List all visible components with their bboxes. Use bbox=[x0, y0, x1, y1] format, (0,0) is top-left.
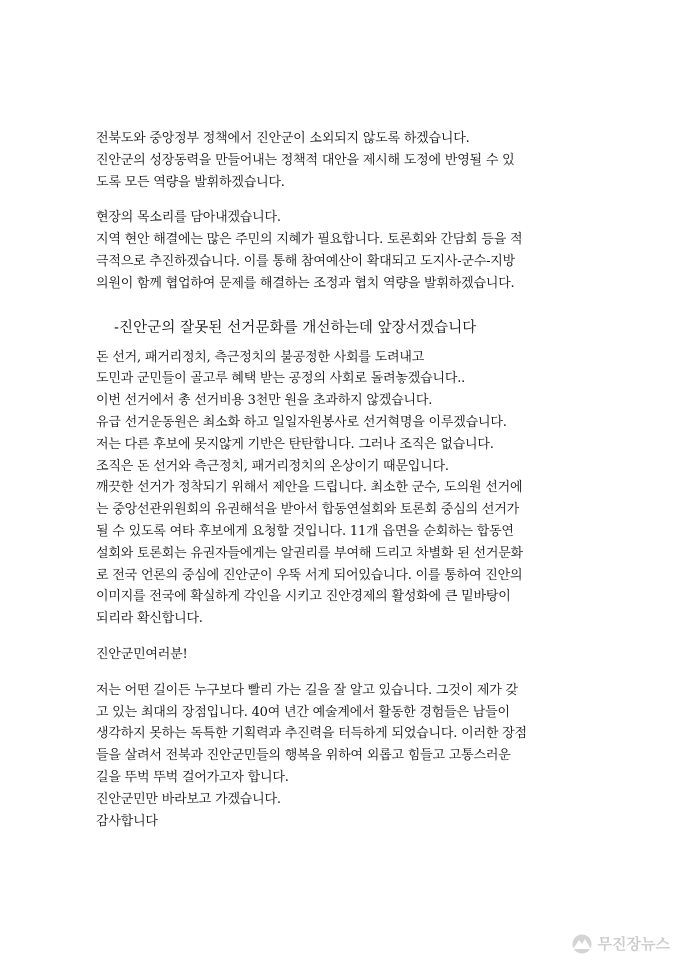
text-line: 진안군민만 바라보고 가겠습니다. bbox=[96, 791, 281, 807]
text-line: 고 있는 최대의 장점입니다. 40여 년간 예술계에서 활동한 경험들은 남들이 bbox=[96, 704, 510, 720]
text-line: 는 중앙선관위원회의 유권해석을 받아서 합동연설회와 토론회 중심의 선거가 bbox=[96, 502, 519, 518]
greeting-paragraph bbox=[96, 644, 593, 666]
text-line: 감사합니다 bbox=[96, 813, 158, 829]
text-line: 유급 선거운동원은 최소화 하고 일일자원봉사로 선거혁명을 이루겠습니다. bbox=[96, 414, 507, 430]
document-page bbox=[96, 128, 593, 832]
text-line: 될 수 있도록 여타 후보에게 요청할 것입니다. 11개 읍면을 순회하는 합동연 bbox=[96, 523, 514, 539]
text-line: 전북도와 중앙정부 정책에서 진안군이 소외되지 않도록 하겠습니다. bbox=[96, 131, 470, 146]
intro-paragraph bbox=[96, 128, 593, 193]
watermark bbox=[570, 933, 670, 954]
text-line: 극적으로 추진하겠습니다. 이를 통해 참여예산이 확대되고 도지사-군수-지방 bbox=[96, 253, 516, 269]
mountain-logo-icon bbox=[570, 934, 594, 954]
text-line: 이번 선거에서 총 선거비용 3천만 원을 초과하지 않겠습니다. bbox=[96, 393, 433, 409]
section-heading: -진안군의 잘못된 선거문화를 개선하는데 앞장서겠습니다 bbox=[114, 319, 477, 336]
greeting-line: 진안군민여러분! bbox=[96, 646, 188, 662]
text-line: 설회와 토론회는 유권자들에게는 알권리를 부여해 드리고 차별화 된 선거문화 bbox=[96, 545, 523, 561]
text-line: 저는 다른 후보에 못지않게 기반은 탄탄합니다. 그러나 조직은 없습니다. bbox=[96, 436, 494, 452]
text-line: 조직은 돈 선거와 측근정치, 패거리정치의 온상이기 때문입니다. bbox=[96, 458, 449, 474]
text-line: 되리라 확신합니다. bbox=[96, 611, 203, 627]
text-line: 로 전국 언론의 중심에 진안군이 우뚝 서게 되어있습니다. 이를 통하여 진안의 bbox=[96, 567, 523, 583]
text-line: 저는 어떤 길이든 누구보다 빨리 가는 길을 잘 알고 있습니다. 그것이 제가 갖 bbox=[96, 682, 518, 698]
text-line: 현장의 목소리를 담아내겠습니다. bbox=[96, 210, 281, 226]
text-line: 도민과 군민들이 골고루 혜택 받는 공정의 사회로 돌려놓겠습니다.. bbox=[96, 371, 466, 387]
text-line: 돈 선거, 패거리정치, 측근정치의 불공정한 사회를 도려내고 bbox=[96, 349, 425, 365]
text-line: 지역 현안 해결에는 많은 주민의 지혜가 필요합니다. 토론회와 간담회 등을 적 bbox=[96, 232, 523, 248]
text-line: 도록 모든 역량을 발휘하겠습니다. bbox=[96, 174, 285, 190]
text-line: 생각하지 못하는 독특한 기획력과 추진력을 터득하게 되었습니다. 이러한 장점 bbox=[96, 726, 527, 742]
text-line: 진안군의 성장동력을 만들어내는 정책적 대안을 제시해 도정에 반영될 수 있 bbox=[96, 152, 515, 168]
watermark-text: 무진장뉴스 bbox=[597, 935, 670, 953]
text-line: 길을 뚜벅 뚜벅 걸어가고자 합니다. bbox=[96, 769, 289, 785]
election-paragraph bbox=[96, 347, 593, 630]
text-line: 들을 살려서 전북과 진안군민들의 행복을 위하여 외롭고 힘들고 고통스러운 bbox=[96, 748, 511, 764]
voice-paragraph bbox=[96, 207, 593, 294]
text-line: 깨끗한 선거가 정착되기 위해서 제안을 드립니다. 최소한 군수, 도의원 선거에 bbox=[96, 480, 523, 496]
closing-paragraph bbox=[96, 680, 593, 833]
text-line: 의원이 함께 협업하여 문제를 해결하는 조정과 협치 역량을 발휘하겠습니다. bbox=[96, 275, 515, 291]
text-line: 이미지를 전국에 확실하게 각인을 시키고 진안경제의 활성화에 큰 밑바탕이 bbox=[96, 589, 511, 605]
